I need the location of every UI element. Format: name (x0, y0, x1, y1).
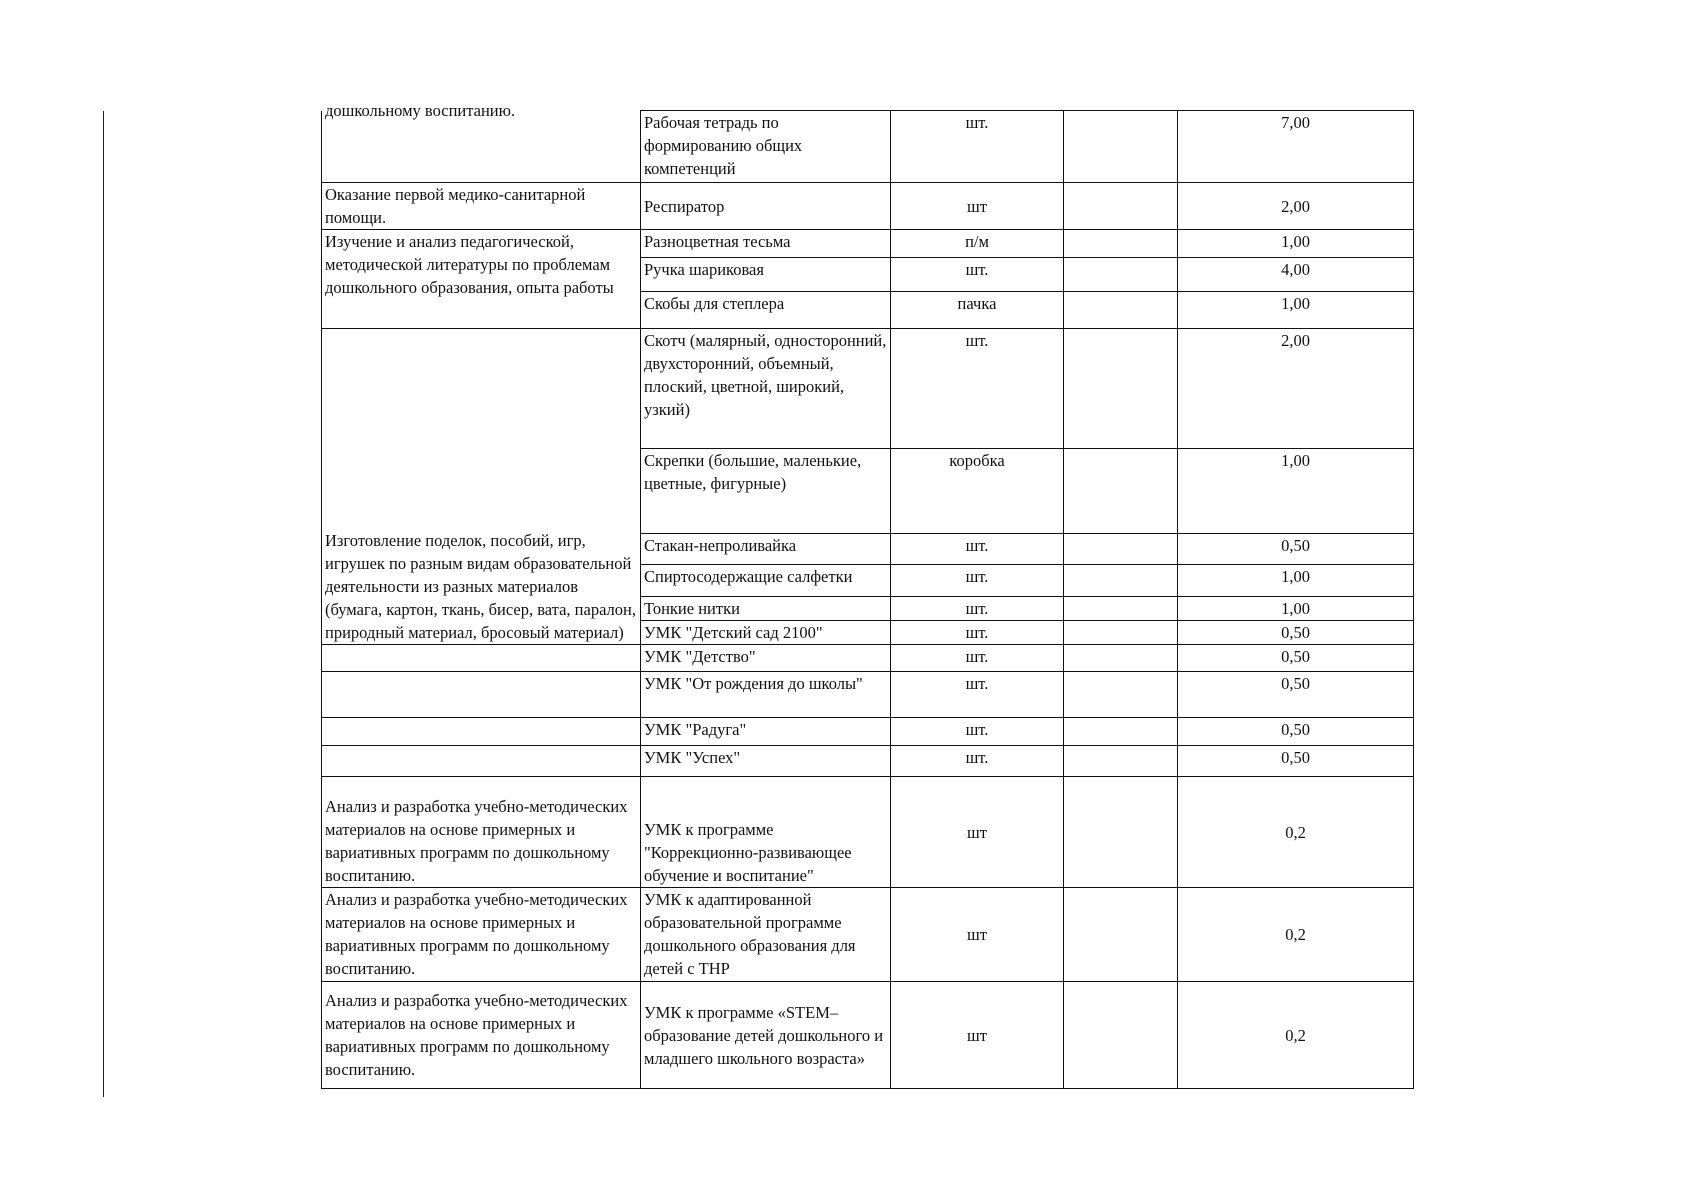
empty-cell (1064, 777, 1178, 888)
empty-cell (1064, 230, 1178, 258)
item-cell: Разноцветная тесьма (641, 230, 891, 258)
unit-cell: пачка (891, 292, 1064, 329)
table-row (322, 746, 1414, 777)
unit-cell: шт. (891, 534, 1064, 565)
work-cell: Анализ и разработка учебно-методических материалов на основе примерных и вариативных программ по дошкольному воспитанию. (322, 982, 641, 1089)
empty-cell (1064, 111, 1178, 183)
empty-cell (1064, 621, 1178, 645)
empty-cell (1064, 258, 1178, 292)
item-cell: Рабочая тетрадь по формированию общих компетенций (641, 111, 891, 183)
unit-cell: шт. (891, 597, 1064, 621)
empty-cell (1064, 672, 1178, 718)
unit-cell: шт. (891, 645, 1064, 672)
qty-cell: 0,2 (1178, 777, 1414, 888)
table-row (322, 672, 1414, 718)
item-cell: Ручка шариковая (641, 258, 891, 292)
unit-cell: шт. (891, 672, 1064, 718)
item-cell: УМК "От рождения до школы" (641, 672, 891, 718)
table-row (322, 183, 1414, 230)
item-cell: Стакан-непроливайка (641, 534, 891, 565)
qty-cell: 0,50 (1178, 718, 1414, 746)
empty-cell (1064, 292, 1178, 329)
work-cell (322, 645, 641, 672)
table-row (322, 982, 1414, 1089)
qty-cell: 0,50 (1178, 746, 1414, 777)
empty-cell (1064, 645, 1178, 672)
unit-cell: коробка (891, 449, 1064, 534)
unit-cell: шт. (891, 565, 1064, 597)
table-row (322, 888, 1414, 982)
unit-cell: шт (891, 183, 1064, 230)
empty-cell (1064, 183, 1178, 230)
empty-cell (1064, 982, 1178, 1089)
work-cell: Анализ и разработка учебно-методических материалов на основе примерных и вариативных программ по дошкольному воспитанию. (322, 888, 641, 982)
item-cell: УМК к программе "Коррекционно-развивающее обучение и воспитание" (641, 777, 891, 888)
qty-cell: 2,00 (1178, 183, 1414, 230)
empty-cell (1064, 597, 1178, 621)
empty-cell (1064, 888, 1178, 982)
qty-cell: 1,00 (1178, 449, 1414, 534)
empty-cell (1064, 565, 1178, 597)
item-cell: Спиртосодержащие салфетки (641, 565, 891, 597)
item-cell: УМК к адаптированной образовательной программе дошкольного образования для детей с ТНР (641, 888, 891, 982)
item-cell: Скобы для степлера (641, 292, 891, 329)
qty-cell: 1,00 (1178, 230, 1414, 258)
item-cell: Скрепки (большие, маленькие, цветные, фигурные) (641, 449, 891, 534)
item-cell: УМК "Детство" (641, 645, 891, 672)
qty-cell: 7,00 (1178, 111, 1414, 183)
qty-cell: 0,50 (1178, 645, 1414, 672)
item-cell: УМК "Успех" (641, 746, 891, 777)
unit-cell: шт (891, 777, 1064, 888)
qty-cell: 0,50 (1178, 621, 1414, 645)
item-cell: УМК "Радуга" (641, 718, 891, 746)
unit-cell: шт. (891, 329, 1064, 449)
materials-table (321, 100, 1414, 1089)
work-cell (322, 672, 641, 718)
qty-cell: 4,00 (1178, 258, 1414, 292)
unit-cell: шт (891, 982, 1064, 1089)
unit-cell: шт. (891, 746, 1064, 777)
empty-cell (1064, 449, 1178, 534)
work-cell: Анализ и разработка учебно-методических материалов на основе примерных и вариативных программ по дошкольному воспитанию. (322, 777, 641, 888)
qty-cell: 0,2 (1178, 982, 1414, 1089)
item-cell: УМК "Детский сад 2100" (641, 621, 891, 645)
unit-cell: шт. (891, 621, 1064, 645)
work-cell: Изготовление поделок, пособий, игр, игрушек по разным видам образовательной деятельности из разных материалов (бумага, картон, ткань, бисер, вата, паралон, природный материал, бросовый материал) (322, 329, 641, 645)
qty-cell: 0,2 (1178, 888, 1414, 982)
empty-cell (1064, 746, 1178, 777)
unit-cell: шт (891, 888, 1064, 982)
work-cell (322, 718, 641, 746)
unit-cell: шт. (891, 718, 1064, 746)
item-cell: Скотч (малярный, односторонний, двухсторонний, объемный, плоский, цветной, широкий, узкий) (641, 329, 891, 449)
table-row (322, 329, 1414, 449)
page-margin-line (103, 111, 104, 1097)
unit-cell: шт. (891, 111, 1064, 183)
empty-cell (1064, 718, 1178, 746)
qty-cell: 2,00 (1178, 329, 1414, 449)
qty-cell: 1,00 (1178, 292, 1414, 329)
table-row (322, 645, 1414, 672)
work-cell: дошкольному воспитанию. (322, 111, 641, 183)
qty-cell: 0,50 (1178, 534, 1414, 565)
unit-cell: шт. (891, 258, 1064, 292)
qty-cell: 1,00 (1178, 597, 1414, 621)
item-cell: Тонкие нитки (641, 597, 891, 621)
qty-cell: 0,50 (1178, 672, 1414, 718)
work-cell (322, 746, 641, 777)
table-row (322, 718, 1414, 746)
table-row (322, 230, 1414, 258)
qty-cell: 1,00 (1178, 565, 1414, 597)
work-cell: Оказание первой медико-санитарной помощи. (322, 183, 641, 230)
item-cell: УМК к программе «STEM–образование детей дошкольного и младшего школьного возраста» (641, 982, 891, 1089)
table-row (322, 777, 1414, 888)
work-cell: Изучение и анализ педагогической, методической литературы по проблемам дошкольного образования, опыта работы (322, 230, 641, 329)
item-cell: Респиратор (641, 183, 891, 230)
table-row (322, 111, 1414, 183)
empty-cell (1064, 329, 1178, 449)
empty-cell (1064, 534, 1178, 565)
table-container (321, 100, 1414, 1092)
unit-cell: п/м (891, 230, 1064, 258)
